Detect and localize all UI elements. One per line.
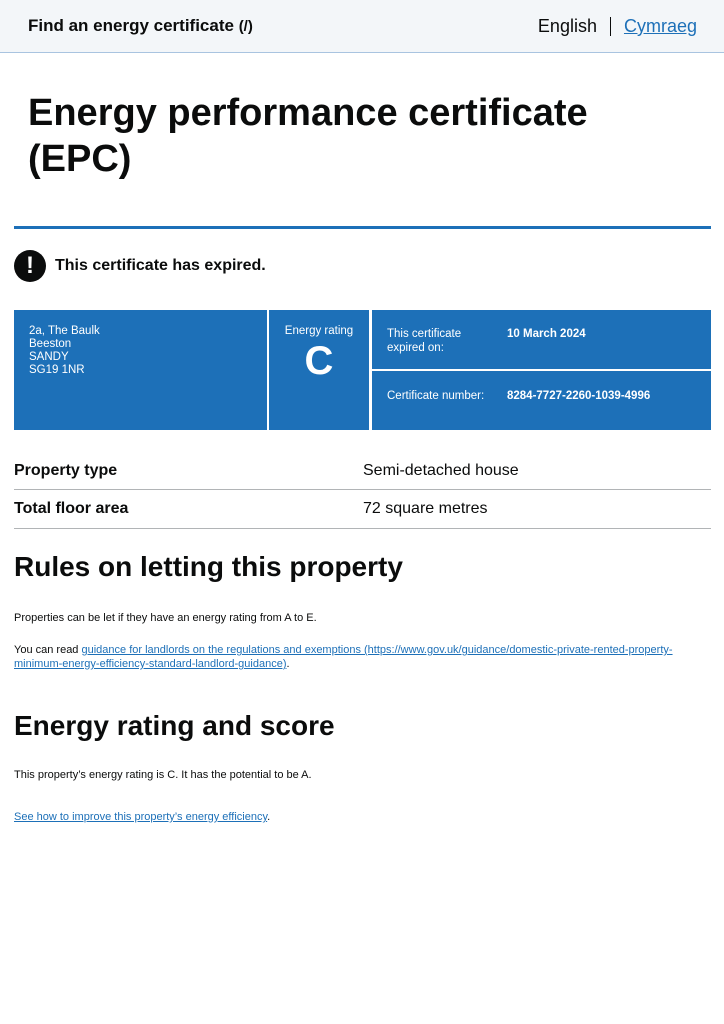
improve-suffix: . [267, 811, 271, 823]
warning-banner [14, 250, 266, 282]
language-link-cymraeg[interactable]: Cymraeg [623, 16, 697, 36]
energy-rating-score-heading: Energy rating and score [14, 710, 335, 741]
property-address [14, 310, 267, 430]
service-name-link[interactable] [28, 16, 253, 36]
energy-rating-label: Energy rating [284, 325, 354, 337]
epc-summary-panel [14, 310, 711, 430]
guidance-suffix: . [286, 658, 290, 670]
summary-row [14, 452, 711, 490]
summary-value: Semi-detached house [363, 462, 519, 479]
address-line: Beeston [29, 338, 72, 350]
summary-row [14, 490, 711, 529]
language-separator [610, 17, 611, 36]
letting-rules-text: Properties can be let if they have an energy rating from A to E. [14, 612, 317, 624]
site-header [0, 0, 724, 53]
certificate-number-label: Certificate number: [387, 390, 485, 402]
energy-rating-letter: C [304, 339, 334, 383]
certificate-number-cell [372, 371, 711, 430]
language-current: English [537, 16, 597, 36]
letting-rules-heading: Rules on letting this property [14, 551, 403, 582]
energy-rating-box [269, 310, 369, 430]
address-line: SANDY [29, 351, 69, 363]
energy-rating-text: This property’s energy rating is C. It has the potential to be A. [14, 769, 312, 781]
summary-value: 72 square metres [363, 500, 488, 517]
language-switcher [538, 16, 697, 37]
guidance-prefix: You can read [14, 644, 82, 656]
expiry-date: 10 March 2024 [507, 328, 586, 340]
improve-efficiency-paragraph [14, 810, 704, 824]
property-summary-list [14, 452, 711, 529]
certificate-number: 8284-7727-2260-1039-4996 [507, 390, 651, 402]
section-divider [14, 226, 711, 229]
address-line: SG19 1NR [29, 364, 85, 376]
warning-icon: ! [14, 250, 46, 282]
landlord-guidance-paragraph [14, 643, 704, 671]
expiry-cell [372, 310, 711, 369]
warning-text: This certificate has expired. [55, 257, 266, 274]
improve-efficiency-link[interactable]: See how to improve this property’s energy efficiency [14, 811, 268, 823]
service-name: Find an energy certificate [28, 16, 234, 35]
landlord-guidance-link[interactable]: guidance for landlords on the regulations and exemptions (https://www.gov.uk/guidance/domestic-private-rented-property-minimum-energy-efficiency-standard-landlord-guidance) [14, 644, 673, 670]
expiry-label: This certificate expired on: [387, 328, 462, 354]
service-home-path: (/) [238, 18, 253, 35]
summary-key: Property type [14, 462, 118, 479]
page-title: Energy performance certificate (EPC) [28, 92, 588, 180]
summary-key: Total floor area [14, 500, 129, 517]
address-line: 2a, The Baulk [29, 325, 100, 337]
